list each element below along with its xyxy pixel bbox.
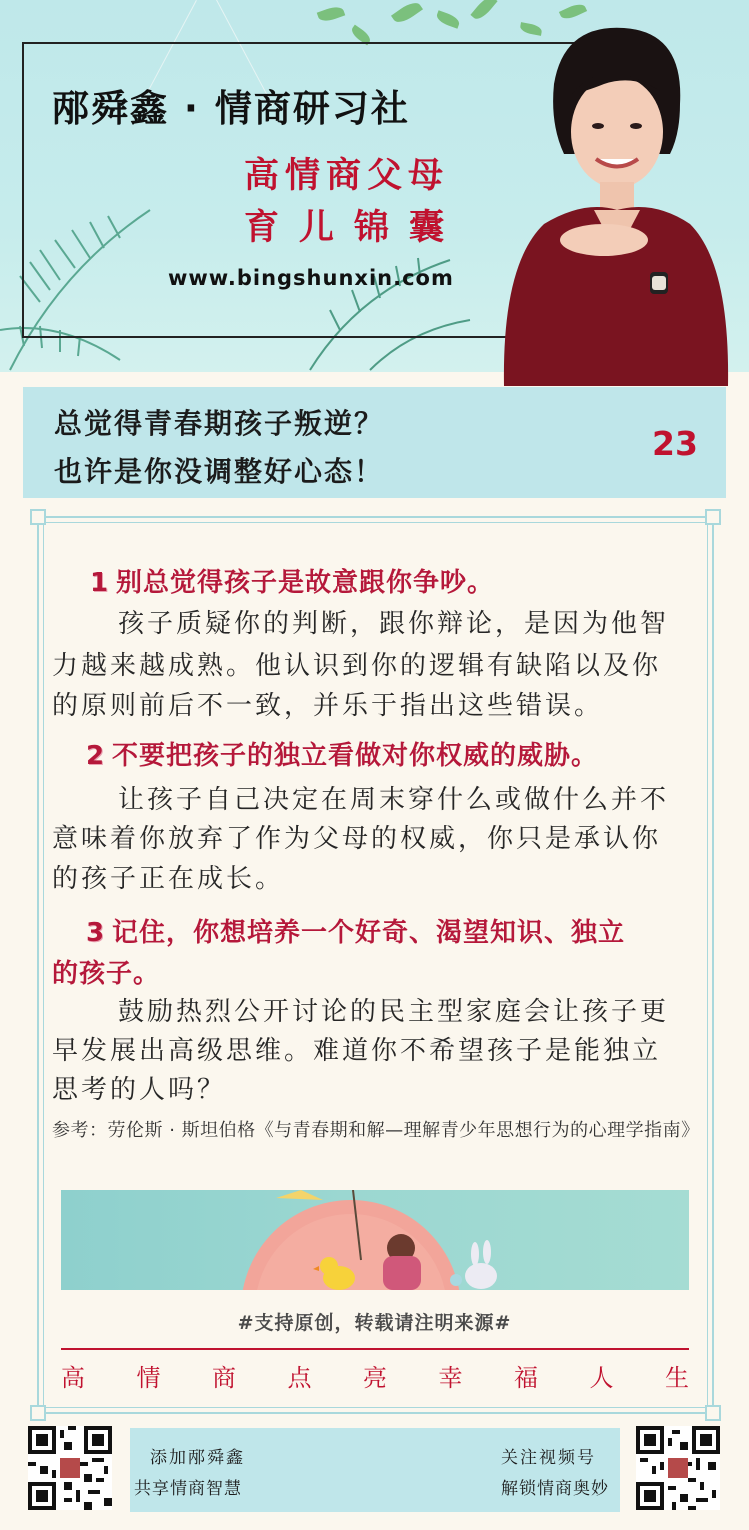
section-3-heading xyxy=(86,912,625,949)
section-2-body-line: 的孩子正在成长。 xyxy=(52,864,285,894)
section-2-heading-text: 不要把孩子的独立看做对你权威的威胁。 xyxy=(112,741,599,771)
motto-char: 幸 xyxy=(438,1364,463,1392)
card-corner-ornament xyxy=(30,1405,46,1421)
motto-char: 高 xyxy=(61,1364,85,1392)
motto-char: 情 xyxy=(136,1364,161,1392)
section-2-body-line: 让孩子自己决定在周末穿什么或做什么并不 xyxy=(118,785,670,815)
add-contact-subtitle: 共享情商智慧 xyxy=(134,1479,242,1499)
leaf-decoration xyxy=(391,0,423,26)
section-1-heading-text: 别总觉得孩子是故意跟你争吵。 xyxy=(116,568,495,598)
author-portrait xyxy=(484,14,734,386)
reference-citation: 参考：劳伦斯 · 斯坦伯格《与青春期和解—理解青少年思想行为的心理学指南》 xyxy=(52,1120,700,1141)
headline-line-2: 育儿锦囊 xyxy=(244,208,465,248)
section-2-heading xyxy=(86,735,598,772)
child-with-kite-illustration xyxy=(61,1190,689,1290)
video-channel-qr-code[interactable] xyxy=(636,1426,720,1510)
section-2-number: 2 xyxy=(86,741,106,771)
motto-char: 亮 xyxy=(363,1364,387,1392)
section-1-number: 1 xyxy=(90,568,110,598)
follow-channel-subtitle: 解锁情商奥妙 xyxy=(501,1479,609,1499)
article-title-line-2: 也许是你没调整好心态！ xyxy=(54,455,385,488)
motto-char: 人 xyxy=(589,1364,614,1392)
section-1-body-line: 孩子质疑你的判断，跟你辩论，是因为他智 xyxy=(118,609,670,639)
section-3-heading-text: 记住，你想培养一个好奇、渴望知识、独立 xyxy=(112,918,626,948)
motto-char: 商 xyxy=(212,1364,236,1392)
card-corner-ornament xyxy=(30,509,46,525)
motto-char: 福 xyxy=(514,1364,538,1392)
section-1-body-line: 力越来越成熟。他认识到你的逻辑有缺陷以及你 xyxy=(52,651,662,681)
footer-band xyxy=(130,1428,620,1512)
wechat-qr-code[interactable] xyxy=(28,1426,112,1510)
leaf-decoration xyxy=(317,4,346,24)
website-url: www.bingshunxin.com xyxy=(168,266,454,290)
leaf-decoration xyxy=(435,10,461,29)
section-3-body-line: 早发展出高级思维。难道你不希望孩子是能独立 xyxy=(52,1036,662,1066)
add-contact-label: 添加邴舜鑫 xyxy=(150,1448,245,1468)
section-1-heading xyxy=(90,562,494,599)
section-3-body-line: 思考的人吗？ xyxy=(52,1075,227,1105)
motto-char: 点 xyxy=(287,1364,312,1392)
section-3-heading-continued: 的孩子。 xyxy=(52,959,161,989)
section-3-number: 3 xyxy=(86,918,106,948)
card-corner-ornament xyxy=(705,1405,721,1421)
divider-line xyxy=(61,1348,689,1350)
follow-channel-label: 关注视频号 xyxy=(501,1448,596,1468)
card-corner-ornament xyxy=(705,509,721,525)
issue-number: 23 xyxy=(652,424,698,463)
illustration-banner xyxy=(61,1190,689,1290)
motto-row xyxy=(61,1358,689,1393)
article-title-line-1: 总觉得青春期孩子叛逆？ xyxy=(54,407,385,440)
section-2-body-line: 意味着你放弃了作为父母的权威，你只是承认你 xyxy=(52,824,662,854)
brand-title: 邴舜鑫 · 情商研习社 xyxy=(52,87,410,130)
section-3-body-line: 鼓励热烈公开讨论的民主型家庭会让孩子更 xyxy=(118,997,670,1027)
section-1-body-line: 的原则前后不一致，并乐于指出这些错误。 xyxy=(52,691,604,721)
motto-char: 生 xyxy=(665,1364,689,1392)
support-original-tag: #支持原创，转载请注明来源# xyxy=(237,1312,512,1334)
headline-line-1: 高情商父母 xyxy=(244,156,450,196)
